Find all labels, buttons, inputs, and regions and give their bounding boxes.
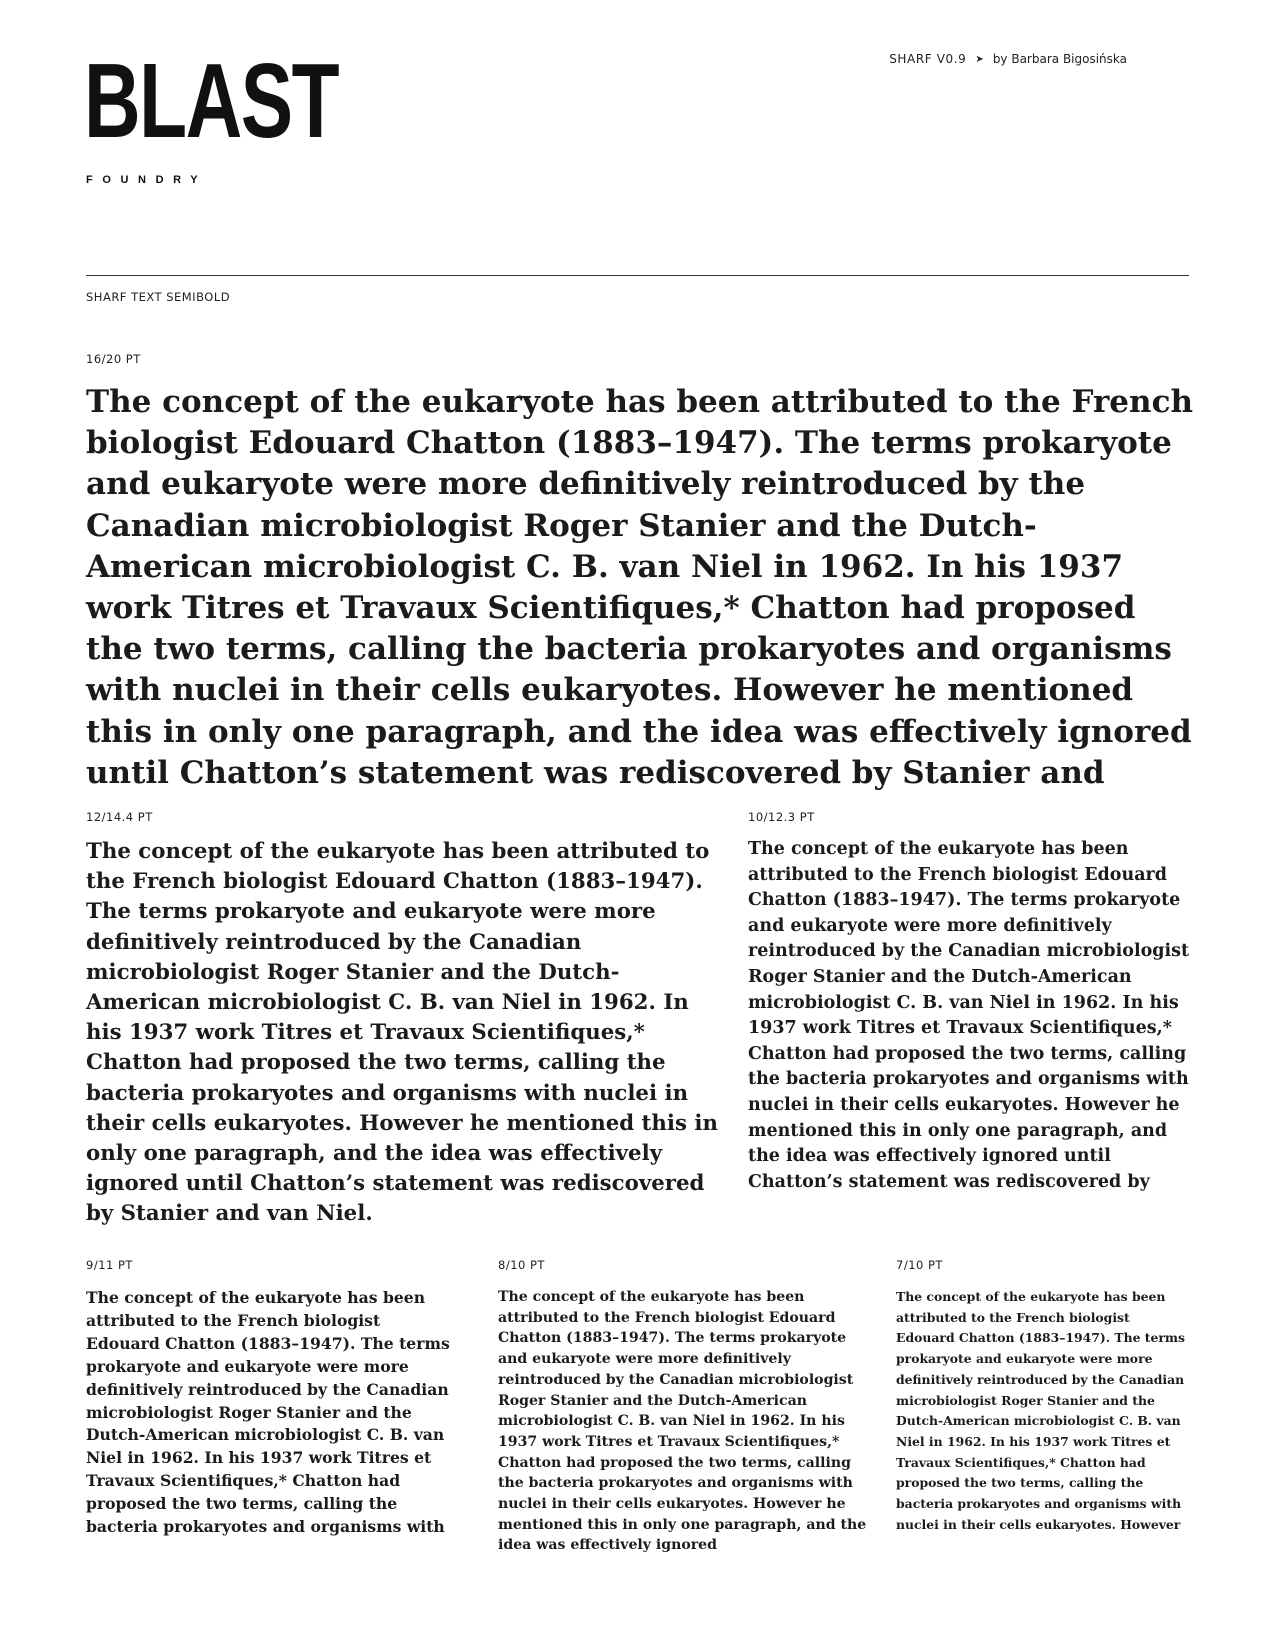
- specimen-text-9-11: The concept of the eukaryote has been attributed to the French biologist Edouard Chatton (1883–1947). The terms prokaryote and eukaryote were more definitively reintroduced by the Canadian microbiologist Roger Stanier and the Dutch-American microbiologist C. B. van Niel in 1962. In his 1937 work Titres et Travaux Scientifiques,* Chatton had proposed the two terms, calling the bacteria prokaryotes and organisms with: [86, 1288, 450, 1537]
- size-label-8-10: 8/10 PT: [498, 1258, 545, 1272]
- section-title: SHARF TEXT SEMIBOLD: [86, 290, 231, 304]
- size-label-10-12: 10/12.3 PT: [748, 810, 815, 824]
- specimen-text-16-20: The concept of the eukaryote has been attributed to the French biologist Edouard Chatton (1883–1947). The terms prokaryote and eukaryote were more definitively reintroduced by the Canadian microbiologist Roger Stanier and the Dutch-American microbiologist C. B. van Niel in 1962. In his 1937 work Titres et Travaux Scientifiques,* Chatton had proposed the two terms, calling the bacteria prokaryotes and organisms with nuclei in their cells eukaryotes. However he mentioned this in only one paragraph, and the idea was effectively ignored until Chatton’s statement was rediscovered by Stanier and: [86, 384, 1193, 791]
- specimen-text-12-14: The concept of the eukaryote has been attributed to the French biologist Edouard Chatton (1883–1947). The terms prokaryote and eukaryote were more definitively reintroduced by the Canadian microbiologist Roger Stanier and the Dutch-American microbiologist C. B. van Niel in 1962. In his 1937 work Titres et Travaux Scientifiques,* Chatton had proposed the two terms, calling the bacteria prokaryotes and organisms with nuclei in their cells eukaryotes. However he mentioned this in only one paragraph, and the idea was effectively ignored until Chatton’s statement was rediscovered by Stanier and van Niel.: [86, 839, 718, 1227]
- size-label-9-11: 9/11 PT: [86, 1258, 133, 1272]
- arrow-right-icon: ➤: [975, 53, 984, 65]
- size-label-16-20: 16/20 PT: [86, 352, 141, 366]
- specimen-text-10-12: The concept of the eukaryote has been attributed to the French biologist Edouard Chatton (1883–1947). The terms prokaryote and eukaryote were more definitively reintroduced by the Canadian microbiologist Roger Stanier and the Dutch-American microbiologist C. B. van Niel in 1962. In his 1937 work Titres et Travaux Scientifiques,* Chatton had proposed the two terms, calling the bacteria prokaryotes and organisms with nuclei in their cells eukaryotes. However he mentioned this in only one paragraph, and the idea was effectively ignored until Chatton’s statement was rediscovered by: [748, 839, 1190, 1192]
- foundry-logo-text: FOUNDRY: [86, 174, 208, 186]
- header-meta: [889, 52, 1127, 66]
- specimen-text-7-10: The concept of the eukaryote has been attributed to the French biologist Edouard Chatton (1883–1947). The terms prokaryote and eukaryote were more definitively reintroduced by the Canadian microbiologist Roger Stanier and the Dutch-American microbiologist C. B. van Niel in 1962. In his 1937 work Titres et Travaux Scientifiques,* Chatton had proposed the two terms, calling the bacteria prokaryotes and organisms with nuclei in their cells eukaryotes. However: [896, 1289, 1186, 1532]
- size-label-7-10: 7/10 PT: [896, 1258, 943, 1272]
- version-label: SHARF V0.9: [889, 52, 967, 66]
- author-byline: by Barbara Bigosińska: [992, 52, 1127, 66]
- size-label-12-14: 12/14.4 PT: [86, 810, 153, 824]
- specimen-text-8-10: The concept of the eukaryote has been attributed to the French biologist Edouard Chatton (1883–1947). The terms prokaryote and eukaryote were more definitively reintroduced by the Canadian microbiologist Roger Stanier and the Dutch-American microbiologist C. B. van Niel in 1962. In his 1937 work Titres et Travaux Scientifiques,* Chatton had proposed the two terms, calling the bacteria prokaryotes and organisms with nuclei in their cells eukaryotes. However he mentioned this in only one paragraph, and the idea was effectively ignored: [498, 1289, 867, 1554]
- blast-logo: BLAST: [84, 42, 339, 160]
- header-divider: [86, 275, 1189, 276]
